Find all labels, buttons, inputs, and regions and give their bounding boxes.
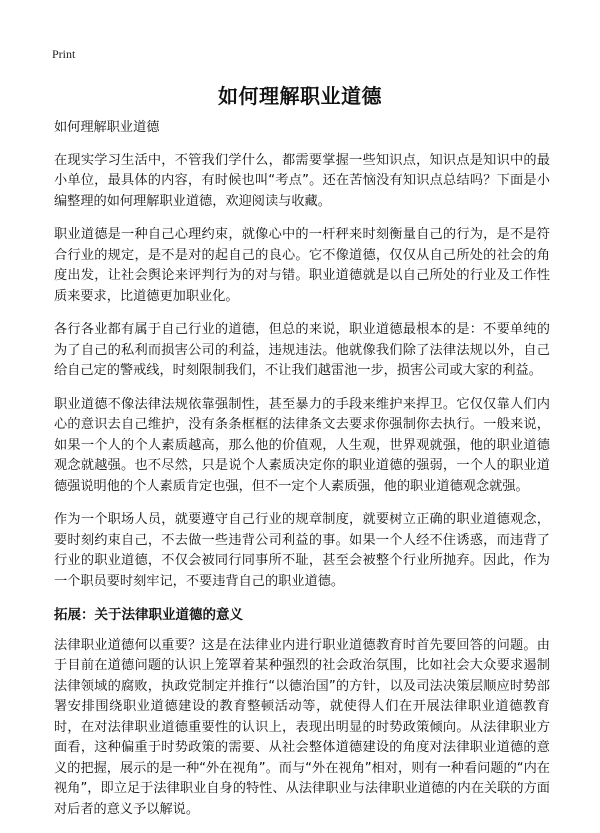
print-link[interactable]: Print — [52, 47, 76, 61]
article-body — [54, 118, 550, 833]
paragraph: 在现实学习生活中，不管我们学什么，都需要掌握一些知识点，知识点是知识中的最小单位，最具体的内容，有时候也叫“考点”。还在苦恼没有知识点总结吗？下面是小编整理的如何理解职业道德，欢迎阅读与收藏。 — [54, 152, 550, 209]
article-subtitle: 如何理解职业道德 — [54, 120, 160, 135]
paragraph: 各行各业都有属于自己行业的道德，但总的来说，职业道德最根本的是：不要单纯的为了自己的私利而损害公司的利益，违规违法。他就像我们除了法律法规以外，自己给自己定的警戒线，时刻限制我们，不让我们越雷池一步，损害公司或大家的利益。 — [54, 322, 550, 378]
page-title: 如何理解职业道德 — [218, 84, 382, 108]
paragraph: 作为一个职场人员，就要遵守自己行业的规章制度，就要树立正确的职业道德观念，要时刻约束自己，不去做一些违背公司利益的事。如果一个人经不住诱惑，而违背了行业的职业道德，不仅会被同行同事所不耻，甚至会被整个行业所抛弃。因此，作为一个职员要时刻牢记，不要违背自己的职业道德。 — [54, 512, 550, 589]
section-heading: 拓展：关于法律职业道德的意义 — [54, 607, 243, 623]
paragraph: 职业道德不像法律法规依靠强制性，甚至暴力的手段来维护来捍卫。它仅仅靠人们内心的意识去自己维护，没有条条框框的法律条文去要求你强制你去执行。一般来说，如果一个人的个人素质越高，那么他的价值观，人生观，世界观就强，他的职业道德观念就越强。也不尽然，只是说个人素质决定你的职业道德的强弱，一个人的职业道德强说明他的个人素质肯定也强，但不一定个人素质强，他的职业道德观念就强。 — [54, 396, 550, 494]
paragraph: 职业道德是一种自己心理约束，就像心中的一杆秤来时刻衡量自己的行为，是不是符合行业的规定，是不是对的起自己的良心。它不像道德，仅仅从自己所处的社会的角度出发，让社会舆论来评判行为的对与错。职业道德就是以自己所处的行业及工作性质来要求，比道德更加职业化。 — [54, 227, 550, 304]
section-paragraph: 法律职业道德何以重要？这是在法律业内进行职业道德教育时首先要回答的问题。由于目前在道德问题的认识上笼罩着某种强烈的社会政治氛围，比如社会大众要求遏制法律领域的腐败，执政党制定并推行“以德治国”的方针，以及司法决策层顺应时势部署安排围绕职业道德建设的教育整顿活动等，就使得人们在开展法律职业道德教育时，在对法律职业道德重要性的认识上，表现出明显的时势政策倾向。从法律职业方面看，这种偏重于时势政策的需要、从社会整体道德建设的角度对法律职业道德的意义的把握，展示的是一种“外在视角”。而与“外在视角”相对，则有一种看问题的“内在视角”，即立足于法律职业自身的特性、从法律职业与法律职业道德的内在关联的方面对后者的意义予以解说。 — [54, 637, 550, 817]
